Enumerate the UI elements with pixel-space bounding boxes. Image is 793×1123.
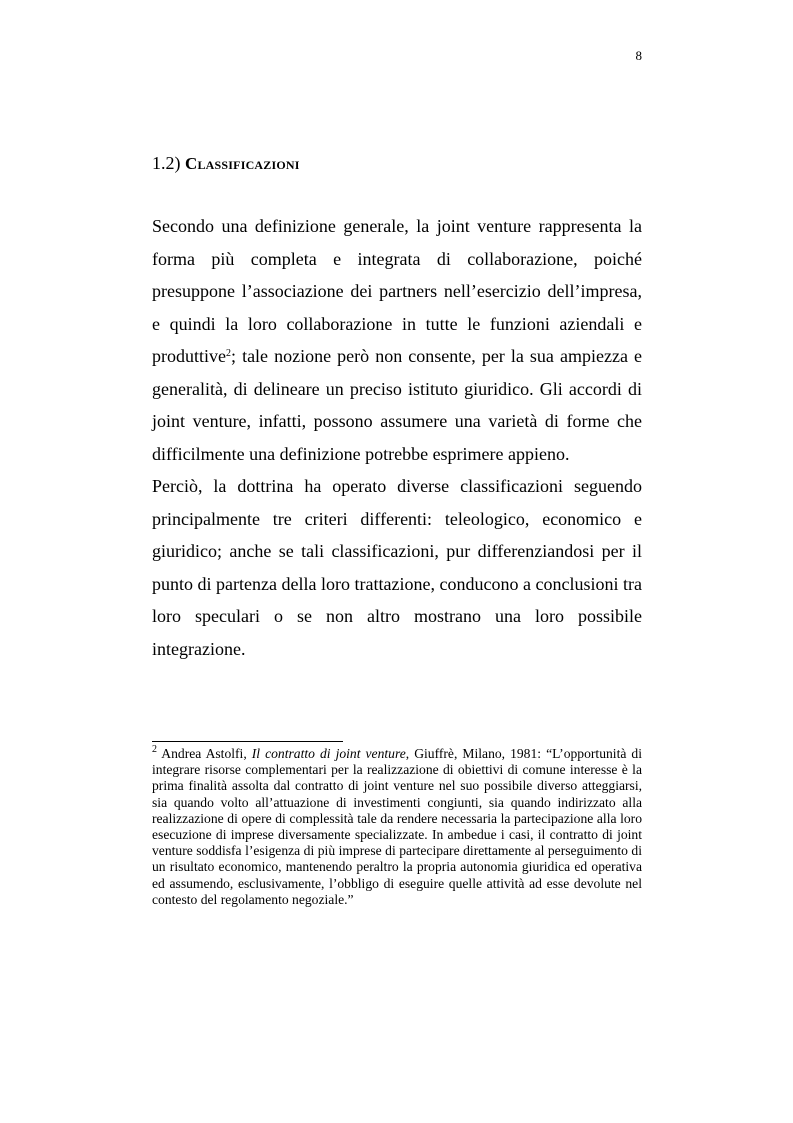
- section-title: Classificazioni: [185, 154, 300, 173]
- section-heading: [152, 153, 300, 174]
- page-number: 8: [635, 48, 642, 63]
- paragraph-text: Secondo una definizione generale, la joint venture rappresenta la forma più completa e integrata di collaborazione, poiché presuppone l’associazione dei partners nell’esercizio dell’impresa, e quindi la loro collaborazione in tutte le funzioni aziendali e produttive: [152, 216, 642, 366]
- body-text: [152, 210, 642, 665]
- footnote-book-title: Il contratto di joint venture: [251, 746, 406, 761]
- footnote-author: Andrea Astolfi,: [161, 746, 247, 761]
- footnote-separator: [152, 741, 343, 742]
- footnote-marker: 2: [152, 744, 157, 755]
- paragraph: [152, 210, 642, 470]
- footnote-quote: “L’opportunità di integrare risorse complementari per la realizzazione di obiettivi di comune interesse è la prima finalità assolta dal contratto di joint venture nel suo possibile diverso atteggiarsi, sia quando volto all’attuazione di investimenti congiunti, sia quando indirizzato alla realizzazione di opere di complessità tale da rendere necessaria la partecipazione alla loro esecuzione di imprese diversamente specializzate. In ambedue i casi, il contratto di joint venture soddisfa l’esigenza di più imprese di partecipare direttamente al perseguimento di un risultato economico, mantenendo peraltro la propria autonomia giuridica ed operativa ed assumendo, esclusivamente, l’obbligo di eseguire quelle attività ad esse devolute nel contesto del regolamento negoziale.”: [152, 746, 642, 907]
- footnote: [152, 746, 642, 908]
- paragraph: Perciò, la dottrina ha operato diverse classificazioni seguendo principalmente tre criteri differenti: teleologico, economico e giuridico; anche se tali classificazioni, pur differenziandosi per il punto di partenza della loro trattazione, conducono a conclusioni tra loro speculari o se non altro mostrano una loro possibile integrazione.: [152, 476, 642, 659]
- footnote-publication: , Giuffrè, Milano, 1981:: [405, 746, 542, 761]
- section-number: 1.2): [152, 153, 181, 173]
- footnote-reference[interactable]: 2: [226, 348, 231, 359]
- paragraph-text: ; tale nozione però non consente, per la sua ampiezza e generalità, di delineare un preciso istituto giuridico. Gli accordi di joint venture, infatti, possono assumere una varietà di forme che difficilmente una definizione potrebbe esprimere appieno.: [152, 346, 642, 464]
